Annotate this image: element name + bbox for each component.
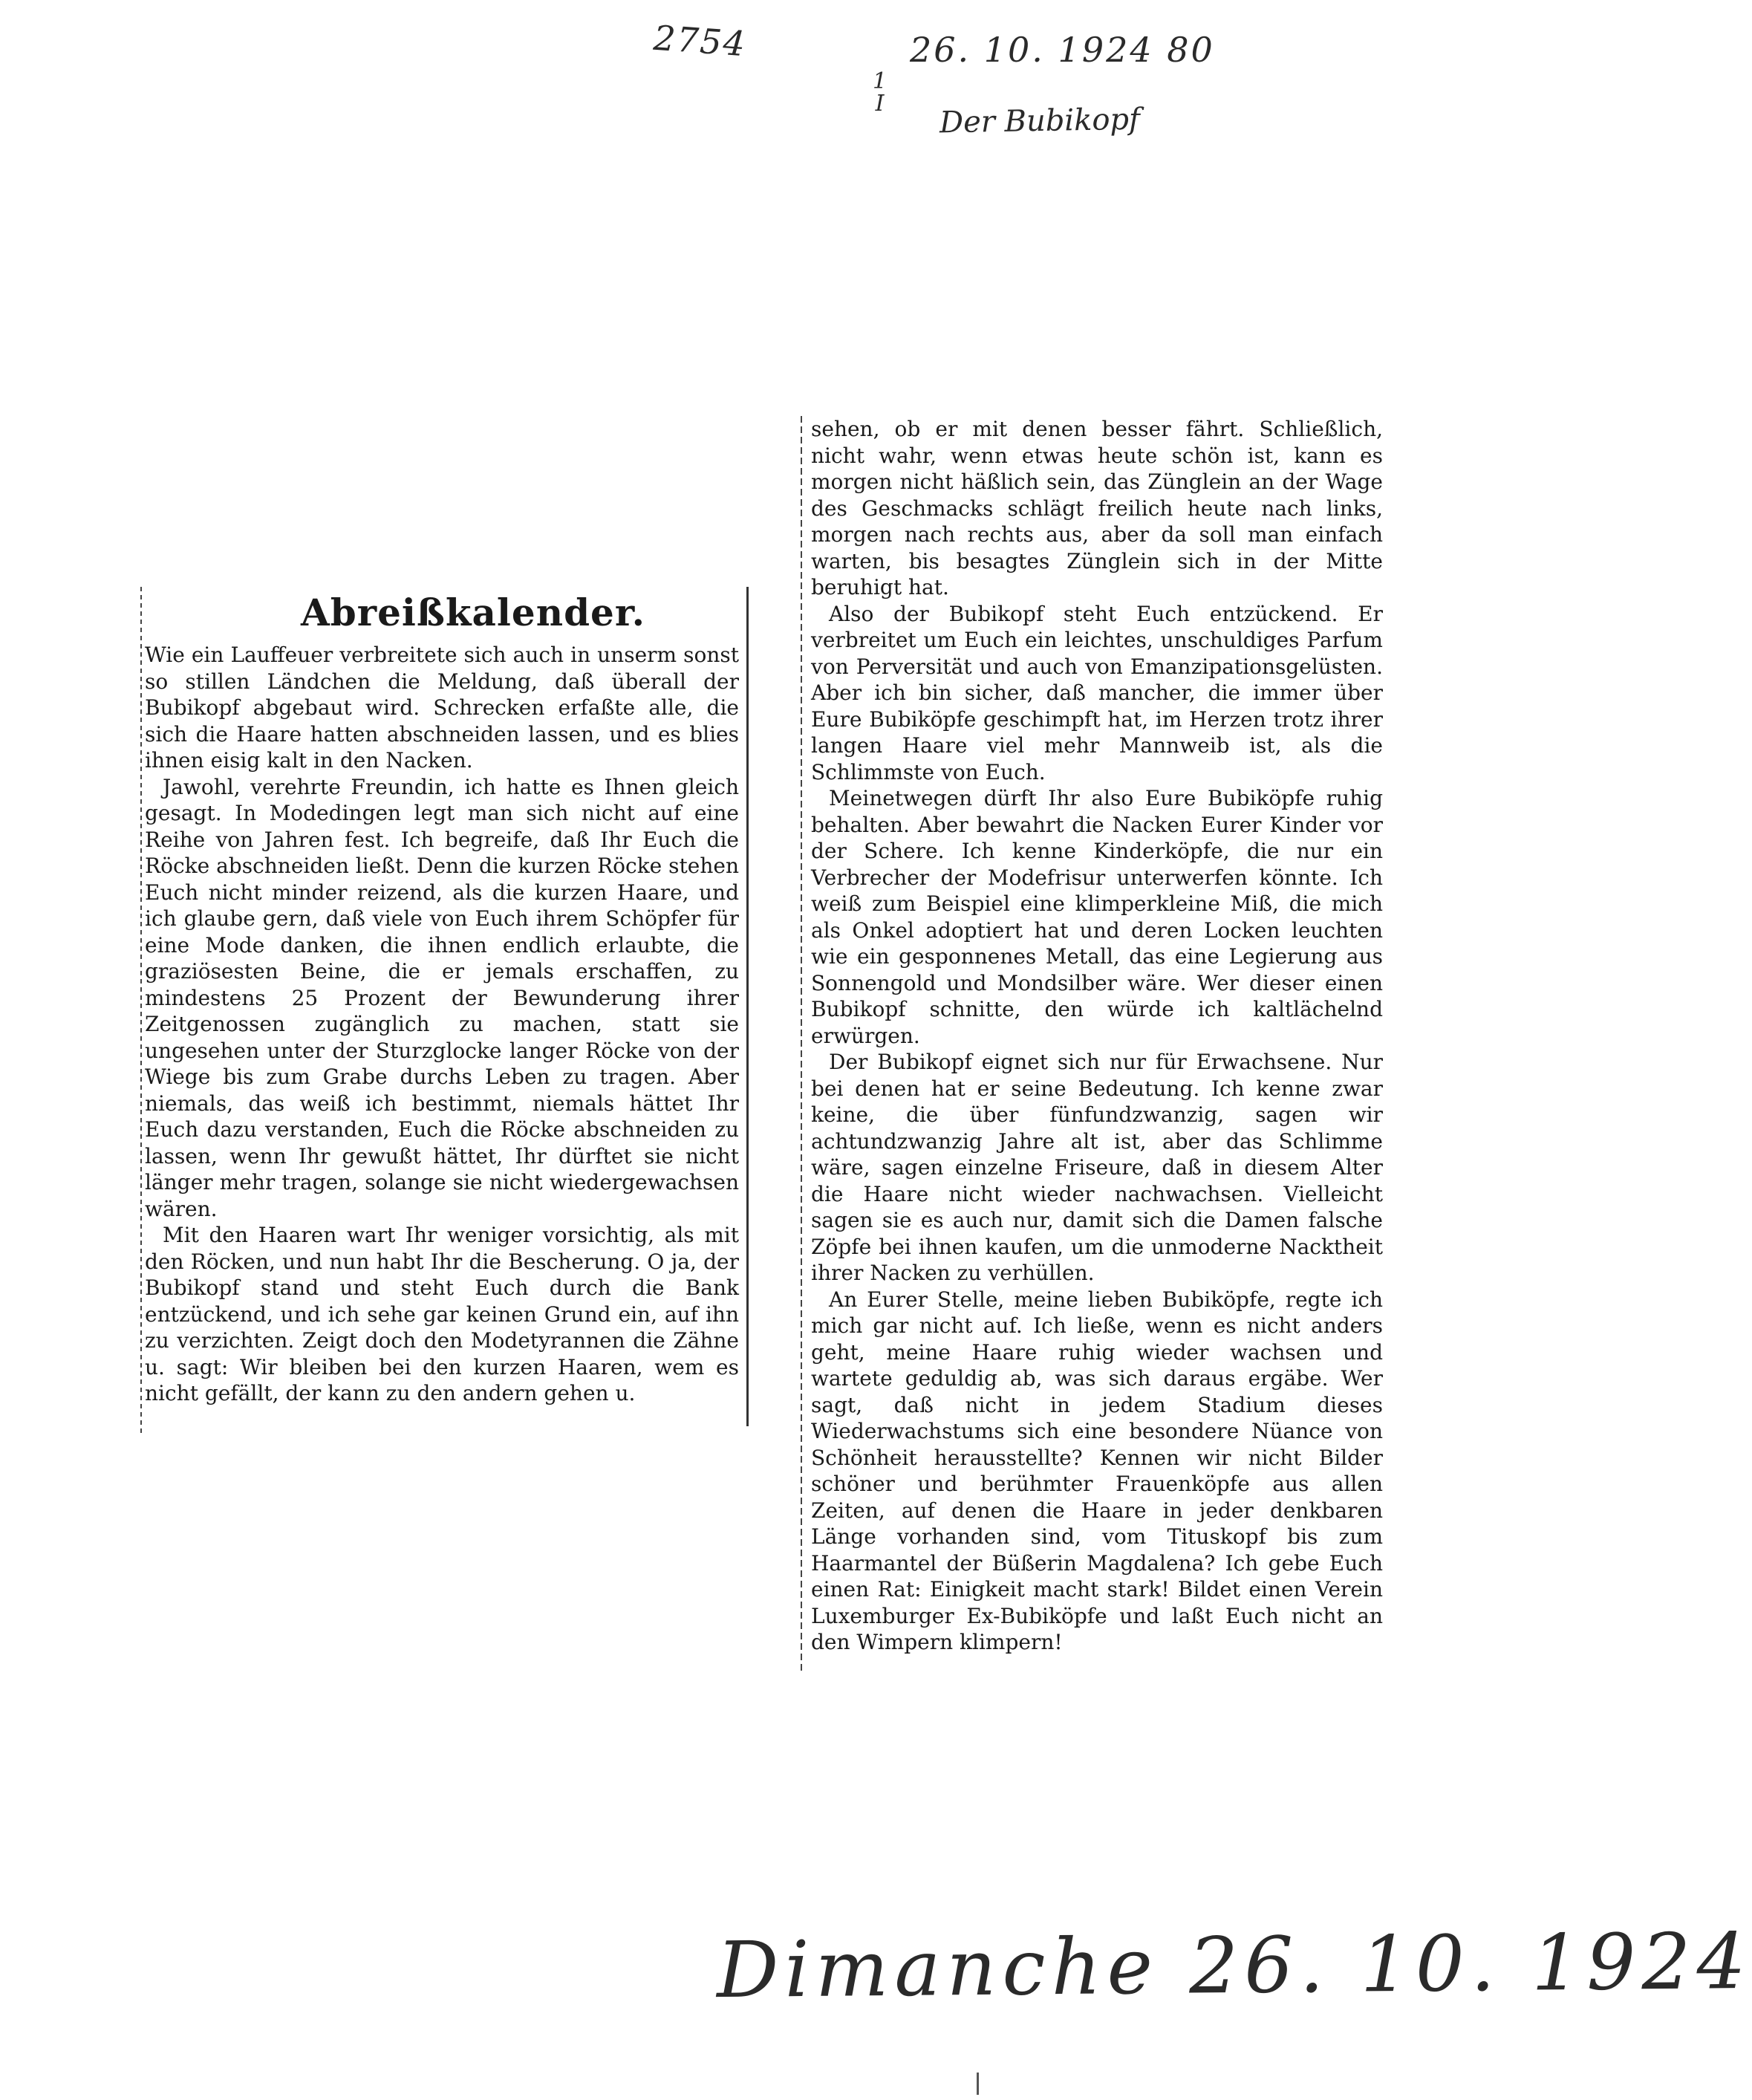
article-left-column	[145, 587, 749, 1426]
article-paragraph: An Eurer Stelle, meine lieben Bubiköpfe, regte ich mich gar nicht auf. Ich ließe, wenn es nicht anders geht, meine Haare ruhig wieder wachsen und wartete geduldig ab, was sich daraus ergäbe. Wer sagt, daß nicht in jedem Stadium dieses Wiederwachstums sich eine besondere Nüance von Schönheit herausstellte? Kennen wir nicht Bilder schöner und berühmter Frauenköpfe aus allen Zeiten, auf denen die Haare in jeder denkbaren Länge vorhanden sind, vom Tituskopf bis zum Haarmantel der Büßerin Magdalena? Ich gebe Euch einen Rat: Einigkeit macht stark! Bildet einen Verein Luxemburger Ex-Bubiköpfe und laßt Euch nicht an den Wimpern klimpern!	[811, 1287, 1383, 1654]
article-paragraph: sehen, ob er mit denen besser fährt. Schließlich, nicht wahr, wenn etwas heute schön ist, kann es morgen nicht häßlich sein, das Zünglein an der Wage des Geschmacks schlägt freilich heute nach links, morgen nach rechts aus, aber da soll man einfach warten, bis besagtes Zünglein sich in der Mitte beruhigt hat.	[811, 417, 1383, 599]
archive-number: 2754	[652, 17, 748, 65]
archive-date: 26. 10. 1924 80	[910, 30, 1215, 70]
archive-item-index-bottom: I	[875, 91, 885, 117]
scan-mark	[977, 2073, 979, 2095]
article-paragraph: Wie ein Lauffeuer verbreitete sich auch in unserm sonst so stillen Ländchen die Meldung, daß überall der Bubikopf abgebaut wird. Schrecken erfaßte alle, die sich die Haare hatten abschneiden lassen, und es blies ihnen eisig kalt in den Nacken.	[145, 643, 739, 773]
archive-footer-date: Dimanche 26. 10. 1924	[716, 1915, 1752, 2016]
article-right-column	[811, 416, 1383, 1664]
article-paragraph: Also der Bubikopf steht Euch entzückend. Er verbreitet um Euch ein leichtes, unschuldiges Parfum von Perversität und auch von Emanzipationsgelüsten. Aber ich bin sicher, daß mancher, die immer über Eure Bubiköpfe geschimpft hat, im Herzen trotz ihrer langen Haare viel mehr Mannweib ist, als die Schlimmste von Euch.	[811, 601, 1383, 784]
archive-item-index-top: 1	[873, 68, 888, 94]
archive-subject: Der Bubikopf	[939, 102, 1141, 140]
article-paragraph: Mit den Haaren wart Ihr weniger vorsichtig, als mit den Röcken, und nun habt Ihr die Bescherung. O ja, der Bubikopf stand und steht Euch durch die Bank entzückend, und ich sehe gar keinen Grund ein, auf ihn zu verzichten. Zeigt doch den Modetyrannen die Zähne u. sagt: Wir bleiben bei den kurzen Haaren, wem es nicht gefällt, der kann zu den andern gehen u.	[145, 1223, 739, 1405]
archive-item-index	[873, 68, 888, 117]
article-paragraph: Meinetwegen dürft Ihr also Eure Bubiköpfe ruhig behalten. Aber bewahrt die Nacken Eurer Kinder vor der Schere. Ich kenne Kinderköpfe, die nur ein Verbrecher der Modefrisur unterwerfen könnte. Ich weiß zum Beispiel eine klimperkleine Miß, die mich als Onkel adoptiert hat und deren Locken leuchten wie ein gesponnenes Metall, das eine Legierung aus Sonnengold und Mondsilber wäre. Wer dieser einen Bubikopf schnitte, den würde ich kaltlächelnd erwürgen.	[811, 786, 1383, 1048]
article-paragraph: Jawohl, verehrte Freundin, ich hatte es Ihnen gleich gesagt. In Modedingen legt man sich nicht auf eine Reihe von Jahren fest. Ich begreife, daß Ihr Euch die Röcke abschneiden ließt. Denn die kurzen Röcke stehen Euch nicht minder reizend, als die kurzen Haare, und ich glaube gern, daß viele von Euch ihrem Schöpfer für eine Mode danken, die ihnen endlich erlaubte, die graziösesten Beine, die er jemals erschaffen, zu mindestens 25 Prozent der Bewunderung ihrer Zeitgenossen zugänglich zu machen, statt sie ungesehen unter der Sturzglocke langer Röcke von der Wiege bis zum Grabe durchs Leben zu tragen. Aber niemals, das weiß ich bestimmt, niemals hättet Ihr Euch dazu verstanden, Euch die Röcke abschneiden zu lassen, wenn Ihr gewußt hättet, Ihr dürftet sie nicht länger mehr tragen, solange sie nicht wiedergewachsen wären.	[145, 774, 739, 1221]
article-title: Abreißkalender.	[301, 591, 646, 634]
left-column-paragraphs	[145, 642, 739, 1407]
article-paragraph: Der Bubikopf eignet sich nur für Erwachsene. Nur bei denen hat er seine Bedeutung. Ich kenne zwar keine, die über fünfundzwanzig, sagen wir achtundzwanzig Jahre alt ist, aber das Schlimme wäre, sagen einzelne Friseure, daß in diesem Alter die Haare nicht wieder nachwachsen. Vielleicht sagen sie es auch nur, damit sich die Damen falsche Zöpfe bei ihnen kaufen, um die unmoderne Nacktheit ihrer Nacken zu verhüllen.	[811, 1050, 1383, 1285]
right-column-paragraphs	[811, 416, 1383, 1656]
